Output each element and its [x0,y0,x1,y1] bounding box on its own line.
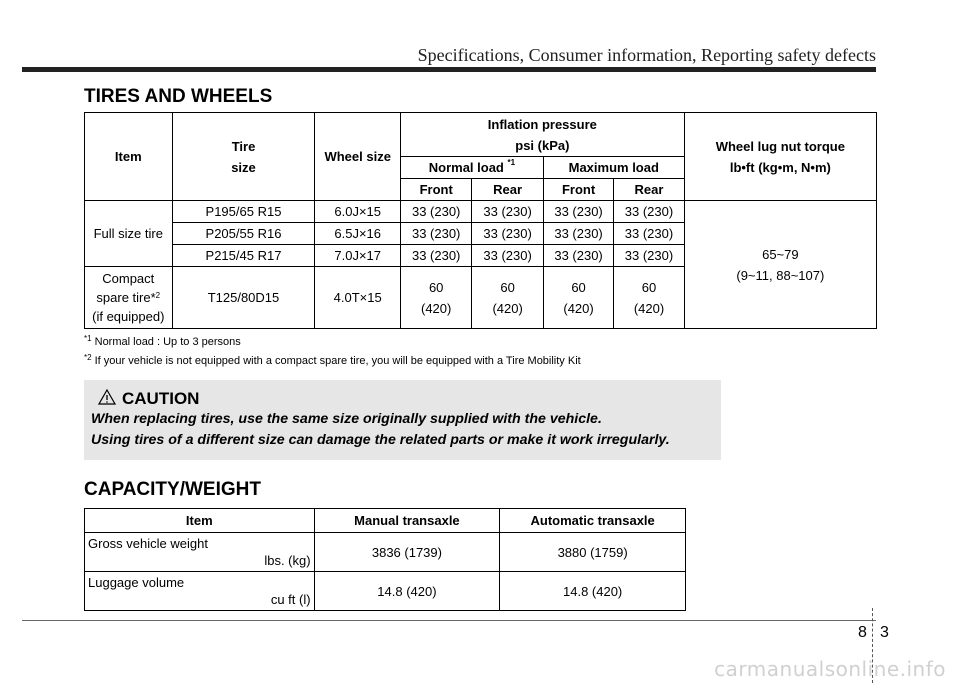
value-cell: 3836 (1739) [314,533,500,572]
footnote-1: $^{*1}$ Normal load : Up to 3 persons [84,334,241,348]
table-row [85,533,686,572]
col-automatic: Automatic transaxle [500,509,686,533]
chapter-number: 8 [858,624,867,641]
watermark: carmanualsonline.info [714,657,946,681]
pressure-cell: 33 (230) [472,201,543,223]
pressure-cell: 33 (230) [614,223,684,245]
torque-value: 65~79 (9~11, 88~107) [684,201,876,329]
tire-size-cell: P215/45 R17 [172,245,315,267]
pressure-cell: 33 (230) [543,223,613,245]
pressure-cell: 60 (420) [543,267,613,329]
col-max-rear: Rear [614,179,684,201]
header-rule [83,67,876,72]
caution-line-1: When replacing tires, use the same size originally supplied with the vehicle. [91,411,602,427]
col-inflation: Inflation pressure psi (kPa) [400,113,684,157]
pressure-cell: 33 (230) [614,245,684,267]
col-max-front: Front [543,179,613,201]
pressure-cell: 33 (230) [400,201,471,223]
col-max-load: Maximum load [543,157,684,179]
warning-triangle-icon [98,389,116,405]
full-size-label: Full size tire [85,201,173,267]
pressure-cell: 33 (230) [472,223,543,245]
header-rule-tail [22,67,83,72]
tires-section-title: TIRES AND WHEELS [84,86,273,107]
col-normal-front: Front [400,179,471,201]
pressure-cell: 33 (230) [543,245,613,267]
col-torque: Wheel lug nut torque lb•ft (kg•m, N•m) [684,113,876,201]
tire-size-cell: T125/80D15 [172,267,315,329]
tire-size-cell: P195/65 R15 [172,201,315,223]
value-cell: 14.8 (420) [314,572,500,611]
col-wheel-size: Wheel size [315,113,401,201]
pressure-cell: 33 (230) [400,245,471,267]
compact-spare-label: Compact spare tire*$^2$ (if equipped) [85,267,173,329]
header-title: Specifications, Consumer information, Reporting safety defects [417,45,876,65]
value-cell: 3880 (1759) [500,533,686,572]
tire-size-cell: P205/55 R16 [172,223,315,245]
wheel-size-cell: 6.5J×16 [315,223,401,245]
row-label-cell: Gross vehicle weight lbs. (kg) [85,533,315,572]
page-number: 3 [880,624,889,641]
col-tire-size: Tire size [172,113,315,201]
row-label-cell: Luggage volume cu ft (l) [85,572,315,611]
col-manual: Manual transaxle [314,509,500,533]
capacity-table [84,508,686,611]
pressure-cell: 60 (420) [614,267,684,329]
pressure-cell: 33 (230) [400,223,471,245]
footnote-2: $^{*2}$ If your vehicle is not equipped with a compact spare tire, you will be equipped with a Tire Mobility Kit [84,353,581,367]
table-row [85,572,686,611]
wheel-size-cell: 6.0J×15 [315,201,401,223]
pressure-cell: 60 (420) [472,267,543,329]
pressure-cell: 33 (230) [614,201,684,223]
value-cell: 14.8 (420) [500,572,686,611]
tires-table [84,112,877,329]
col-normal-rear: Rear [472,179,543,201]
col-item: Item [85,509,315,533]
col-item: Item [85,113,173,201]
wheel-size-cell: 7.0J×17 [315,245,401,267]
pressure-cell: 60 (420) [400,267,471,329]
caution-title: CAUTION [98,389,199,409]
footer-rule [22,620,876,621]
col-normal-load: Normal load $^{*1}$ [400,157,543,179]
caution-box [84,380,721,460]
pressure-cell: 33 (230) [472,245,543,267]
wheel-size-cell: 4.0T×15 [315,267,401,329]
table-row [85,201,877,223]
pressure-cell: 33 (230) [543,201,613,223]
capacity-section-title: CAPACITY/WEIGHT [84,479,261,500]
caution-line-2: Using tires of a different size can damage the related parts or make it work irregularly. [91,432,670,448]
